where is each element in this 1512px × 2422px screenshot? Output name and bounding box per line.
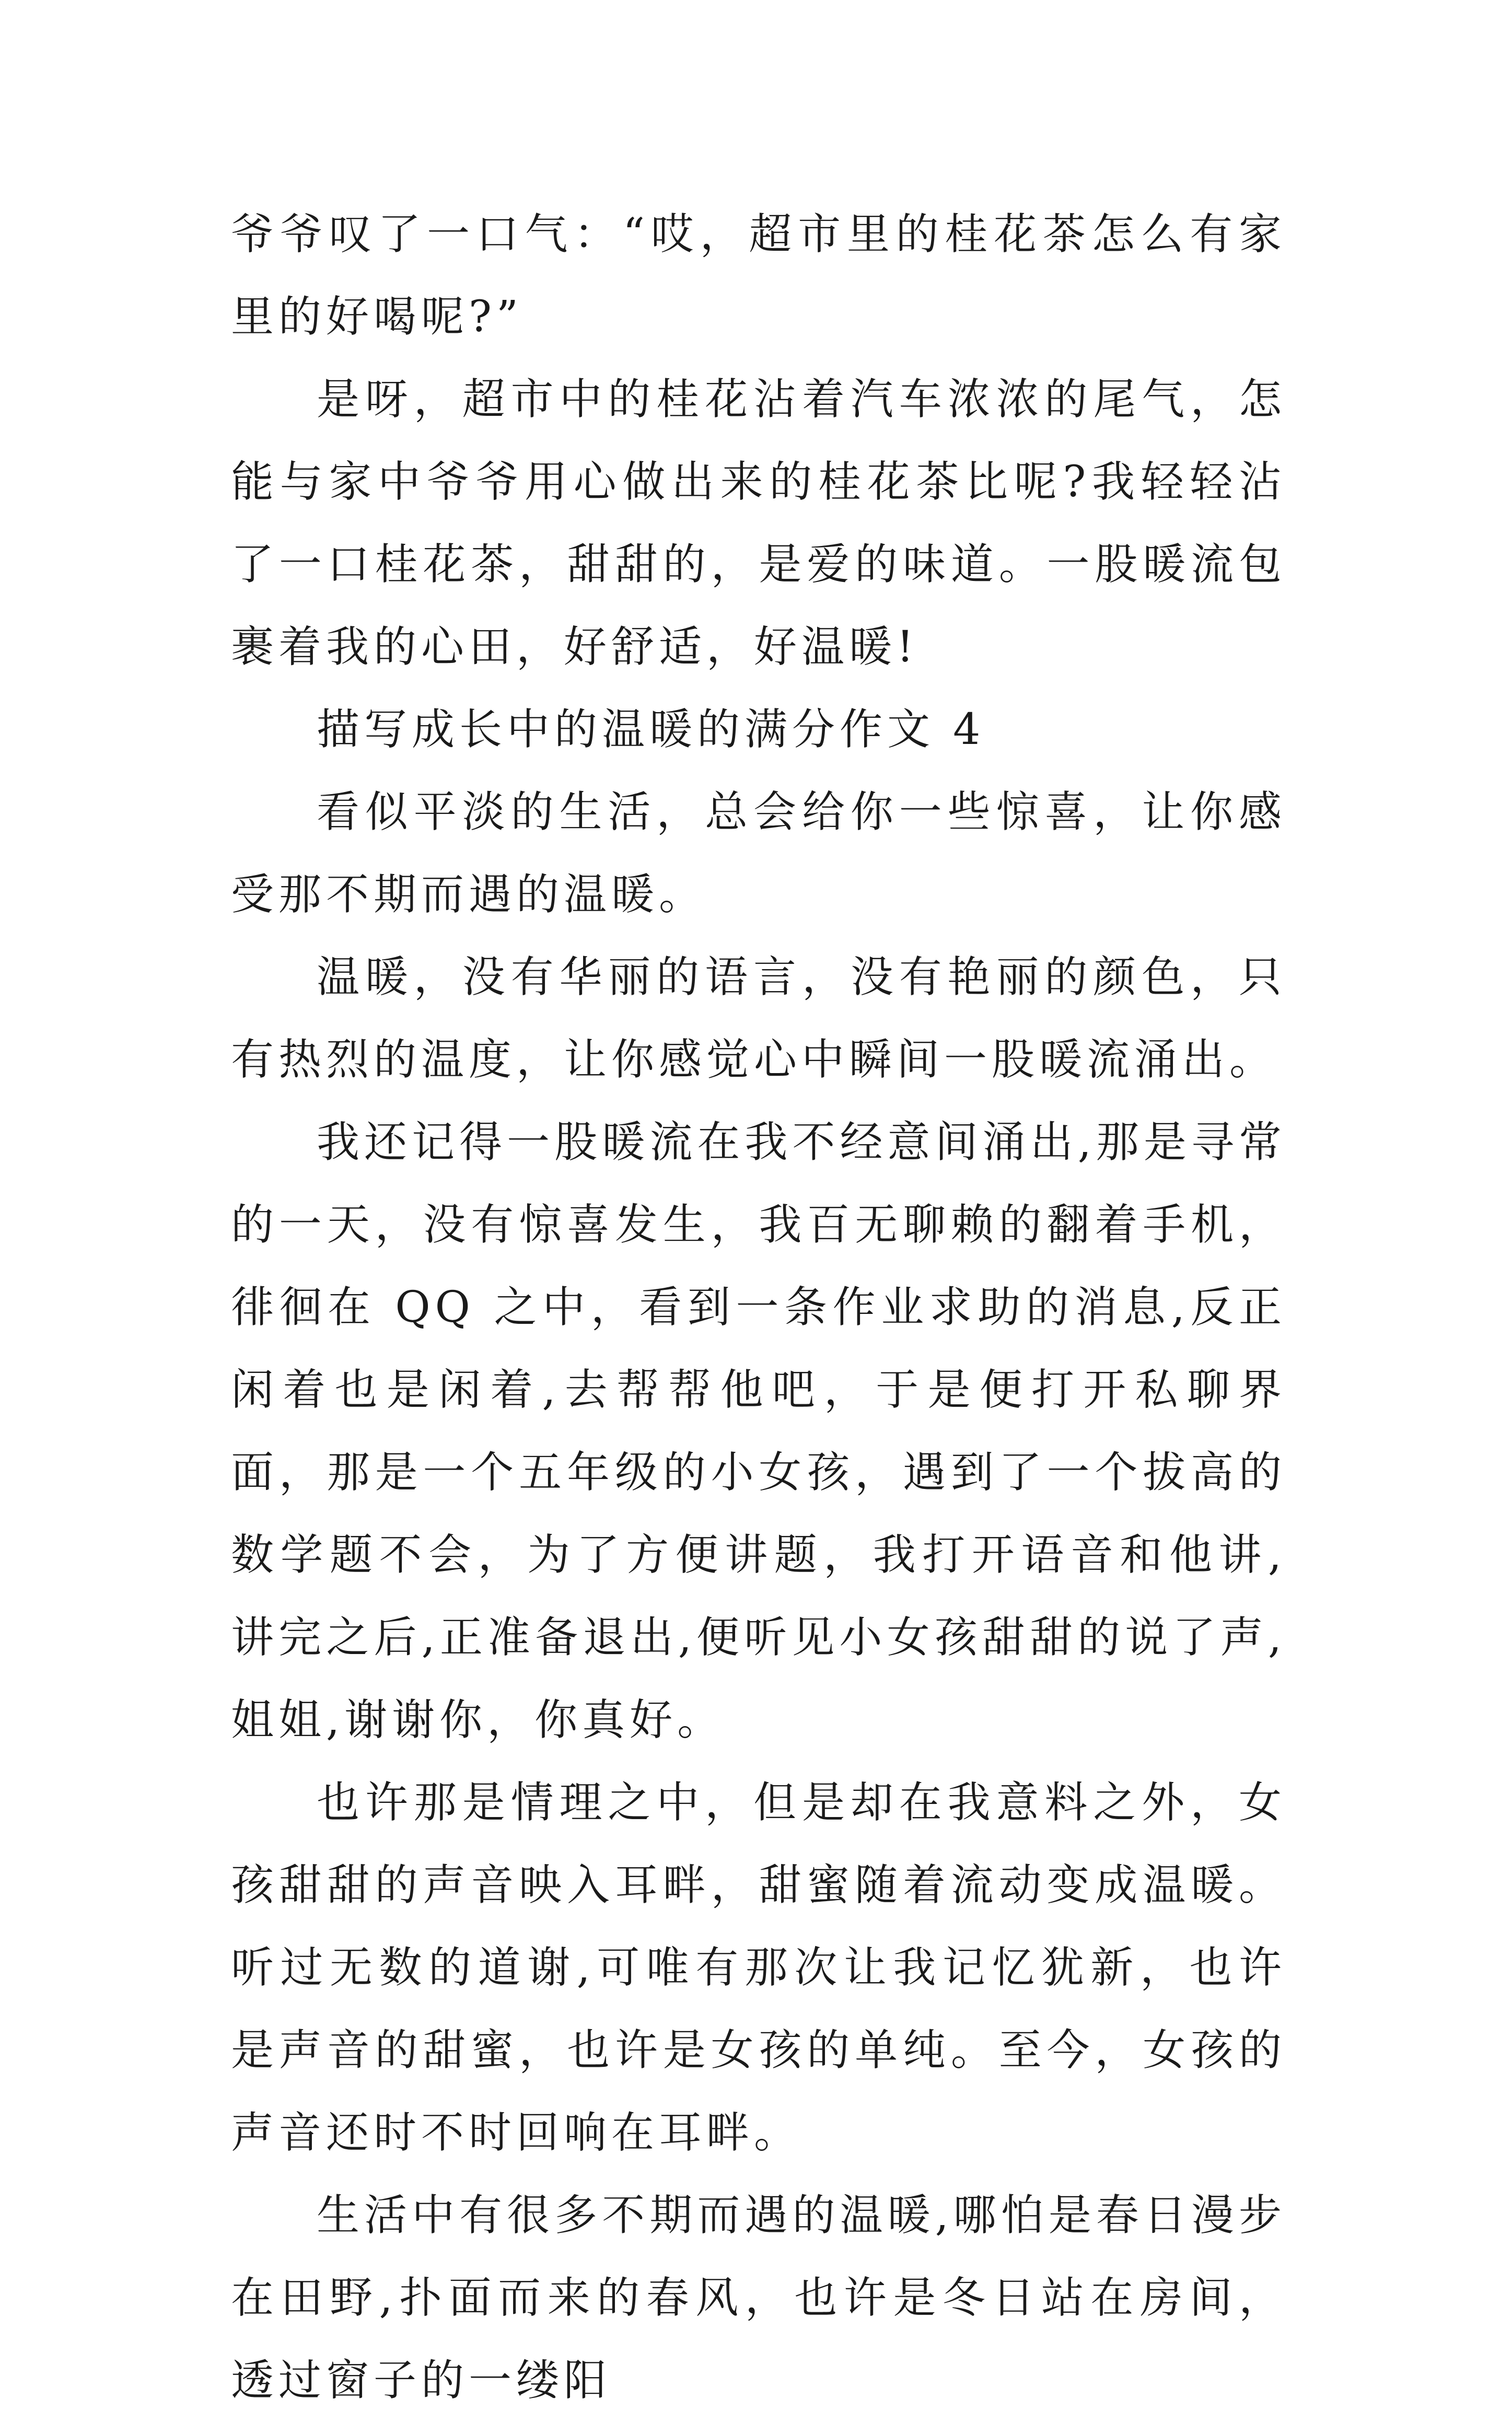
paragraph: 是呀，超市中的桂花沾着汽车浓浓的尾气，怎能与家中爷爷用心做出来的桂花茶比呢?我轻轻沾了一口桂花茶，甜甜的，是爱的味道。一股暖流包裹着我的心田，好舒适，好温暖! bbox=[231, 375, 1286, 672]
paragraph: 也许那是情理之中，但是却在我意料之外，女孩甜甜的声音映入耳畔，甜蜜随着流动变成温暖。听过无数的道谢,可唯有那次让我记忆犹新，也许是声音的甜蜜，也许是女孩的单纯。至今，女孩的声音还时不时回响在耳畔。 bbox=[231, 1778, 1286, 2158]
paragraph: 生活中有很多不期而遇的温暖,哪怕是春日漫步在田野,扑面而来的春风，也许是冬日站在房间，透过窗子的一缕阳 bbox=[231, 2191, 1286, 2405]
paragraph: 我还记得一股暖流在我不经意间涌出,那是寻常的一天，没有惊喜发生，我百无聊赖的翻着手机，徘徊在 QQ 之中，看到一条作业求助的消息,反正闲着也是闲着,去帮帮他吧，于是便打开私聊界面，那是一个五年级的小女孩，遇到了一个拔高的数学题不会，为了方便讲题，我打开语音和他讲,讲完之后,正准备退出,便听见小女孩甜甜的说了声,姐姐,谢谢你，你真好。 bbox=[231, 1117, 1286, 1745]
essay-heading: 描写成长中的温暖的满分作文 4 bbox=[317, 705, 985, 754]
paragraph: 爷爷叹了一口气：“哎，超市里的桂花茶怎么有家里的好喝呢?” bbox=[231, 209, 1286, 342]
paragraph: 看似平淡的生活，总会给你一些惊喜，让你感受那不期而遇的温暖。 bbox=[231, 787, 1286, 919]
document-body bbox=[231, 193, 1286, 2422]
paragraph: 温暖，没有华丽的语言，没有艳丽的颜色，只有热烈的温度，让你感觉心中瞬间一股暖流涌出。 bbox=[231, 952, 1286, 1085]
